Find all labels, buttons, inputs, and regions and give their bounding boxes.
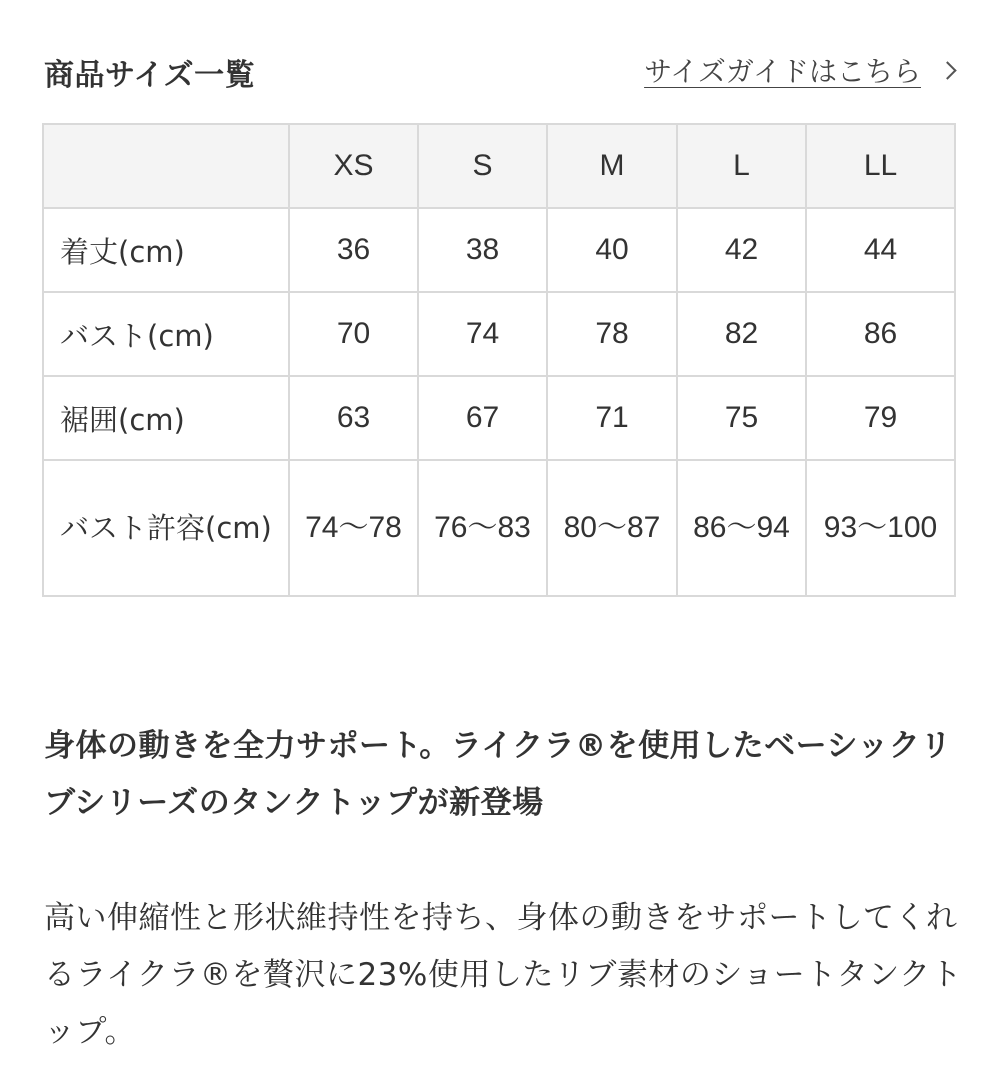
product-description: 高い伸縮性と形状維持性を持ち、身体の動きをサポートしてくれるライクラ®を贅沢に23%使用したリブ素材のショートタンクトップ。: [44, 900, 963, 1050]
table-cell: 86〜94: [677, 460, 806, 596]
section-title: 商品サイズ一覧: [44, 58, 256, 93]
size-table: [42, 123, 956, 597]
chevron-right-icon[interactable]: [938, 61, 956, 79]
table-cell: 74: [418, 292, 547, 376]
column-header-m: M: [547, 124, 677, 208]
table-cell: 36: [289, 208, 418, 292]
size-list-header: [44, 44, 958, 94]
row-label: バスト許容(cm): [43, 460, 289, 596]
row-label: 着丈(cm): [43, 208, 289, 292]
size-guide-link[interactable]: [644, 50, 958, 90]
table-cell: 42: [677, 208, 806, 292]
table-cell: 44: [806, 208, 955, 292]
column-header-ll: LL: [806, 124, 955, 208]
table-cell: 78: [547, 292, 677, 376]
table-row-length: [43, 208, 955, 292]
column-header-xs: XS: [289, 124, 418, 208]
table-cell: 74〜78: [289, 460, 418, 596]
table-cell: 67: [418, 376, 547, 460]
table-cell: 71: [547, 376, 677, 460]
table-cell: 63: [289, 376, 418, 460]
product-headline: 身体の動きを全力サポート。ライクラ®を使用したベーシックリブシリーズのタンクトップが新登場: [44, 728, 952, 821]
table-cell: 86: [806, 292, 955, 376]
size-table-header-row: [43, 124, 955, 208]
table-corner-cell: [43, 124, 289, 208]
table-cell: 80〜87: [547, 460, 677, 596]
table-cell: 75: [677, 376, 806, 460]
row-label: バスト(cm): [43, 292, 289, 376]
size-guide-link-label[interactable]: サイズガイドはこちら: [644, 55, 921, 88]
row-label: 裾囲(cm): [43, 376, 289, 460]
table-cell: 93〜100: [806, 460, 955, 596]
table-cell: 79: [806, 376, 955, 460]
table-cell: 70: [289, 292, 418, 376]
table-row-hem: [43, 376, 955, 460]
table-cell: 38: [418, 208, 547, 292]
table-cell: 82: [677, 292, 806, 376]
table-cell: 40: [547, 208, 677, 292]
table-row-bust-range: [43, 460, 955, 596]
table-row-bust: [43, 292, 955, 376]
table-cell: 76〜83: [418, 460, 547, 596]
column-header-l: L: [677, 124, 806, 208]
column-header-s: S: [418, 124, 547, 208]
